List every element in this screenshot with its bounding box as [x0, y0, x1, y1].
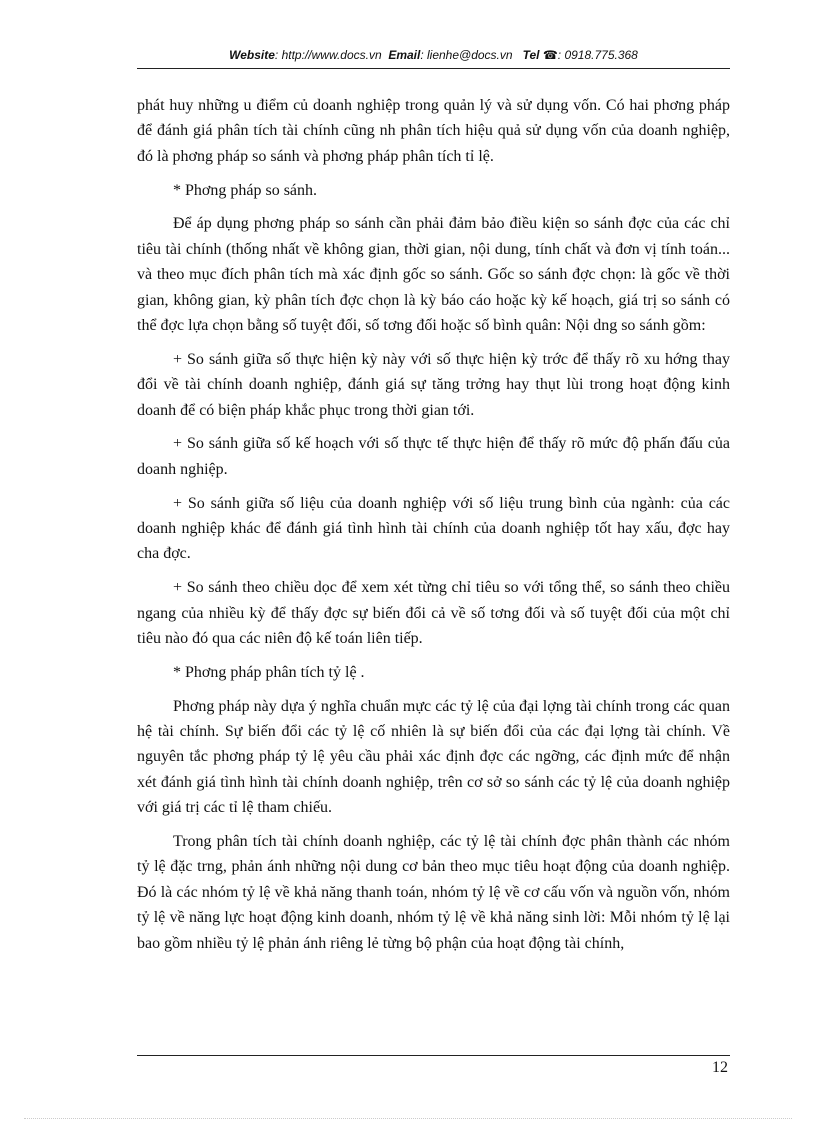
list-item: + So sánh giữa số liệu của doanh nghiệp với số liệu trung bình của ngành: của các doanh nghiệp khác để đánh giá tình hình tài chính của doanh nghiệp tốt hay xấu, đợc hay cha đợc. — [137, 494, 730, 563]
website-label: Website — [229, 48, 275, 62]
list-item: + So sánh giữa số kế hoạch với số thực tế thực hiện để thấy rõ mức độ phấn đấu của doanh nghiệp. — [137, 435, 730, 478]
paragraph: Phơng pháp này dựa ý nghĩa chuẩn mực các tỷ lệ của đại lợng tài chính trong các quan hệ tài chính. Sự biến đổi các tỷ lệ cố nhiên là sự biến đổi của các đại lợng tài chính. Về nguyên tắc phơng pháp tỷ lệ yêu cầu phải xác định đợc các ngỡng, các định mức để nhận xét đánh giá tình hình tài chính doanh nghiệp, trên cơ sở so sánh các tỷ lệ của doanh nghiệp với giá trị các tỉ lệ tham chiếu. — [137, 697, 730, 817]
website-url: : http://www.docs.vn — [274, 48, 382, 62]
list-item: + So sánh giữa số thực hiện kỳ này với số thực hiện kỳ trớc để thấy rõ xu hớng thay đổi về tài chính doanh nghiệp, đánh giá sự tăng trởng hay thụt lùi trong hoạt động kinh doanh để có biện pháp khắc phục trong thời gian tới. — [137, 350, 730, 419]
section-heading-ratio: * Phơng pháp phân tích tỷ lệ . — [173, 663, 365, 681]
phone-icon: ☎ — [542, 48, 558, 62]
tel-label: Tel — [522, 48, 540, 62]
email-address: : lienhe@docs.vn — [420, 48, 513, 62]
page-number: 12 — [712, 1059, 728, 1076]
section-heading-comparison: * Phơng pháp so sánh. — [173, 181, 318, 199]
tel-number: : 0918.775.368 — [557, 48, 638, 62]
page-header — [137, 48, 730, 62]
paragraph: Để áp dụng phơng pháp so sánh cần phải đảm bảo điều kiện so sánh đợc của các chỉ tiêu tài chính (thống nhất về không gian, thời gian, nội dung, tính chất và đơn vị tính toán... và theo mục đích phân tích mà xác định gốc so sánh. Gốc so sánh đợc chọn: là gốc về thời gian, không gian, kỳ phân tích đợc chọn là kỳ báo cáo hoặc kỳ kế hoạch, giá trị so sánh có thể đợc lựa chọn bằng số tuyệt đối, số tơng đối hoặc số bình quân: Nội dng so sánh gồm: — [137, 215, 730, 335]
paragraph: phát huy những u điểm củ doanh nghiệp trong quản lý và sử dụng vốn. Có hai phơng pháp để đánh giá phân tích tài chính cũng nh phân tích hiệu quả sử dụng vốn của doanh nghiệp, đó là phơng pháp so sánh và phơng pháp phân tích tỉ lệ. — [137, 97, 730, 165]
list-item: + So sánh theo chiều dọc để xem xét từng chỉ tiêu so với tổng thể, so sánh theo chiều ngang của nhiều kỳ để thấy đợc sự biến đổi cả về số tơng đối và số tuyệt đối của một chỉ tiêu nào đó qua các niên độ kế toán liên tiếp. — [137, 579, 730, 648]
footer-divider — [137, 1055, 730, 1056]
email-label: Email — [388, 48, 421, 62]
paragraph: Trong phân tích tài chính doanh nghiệp, các tỷ lệ tài chính đợc phân thành các nhóm tỷ lệ đặc trng, phản ánh những nội dung cơ bản theo mục tiêu hoạt động của doanh nghiệp. Đó là các nhóm tỷ lệ về khả năng thanh toán, nhóm tỷ lệ về cơ cấu vốn và nguồn vốn, nhóm tỷ lệ về năng lực hoạt động kinh doanh, nhóm tỷ lệ về khả năng sinh lời: Mỗi nhóm tỷ lệ lại bao gồm nhiều tỷ lệ phản ánh riêng lẻ từng bộ phận của hoạt động tài chính, — [137, 833, 730, 952]
document-body — [137, 93, 730, 965]
page-border — [24, 1118, 792, 1119]
header-divider — [137, 68, 730, 69]
